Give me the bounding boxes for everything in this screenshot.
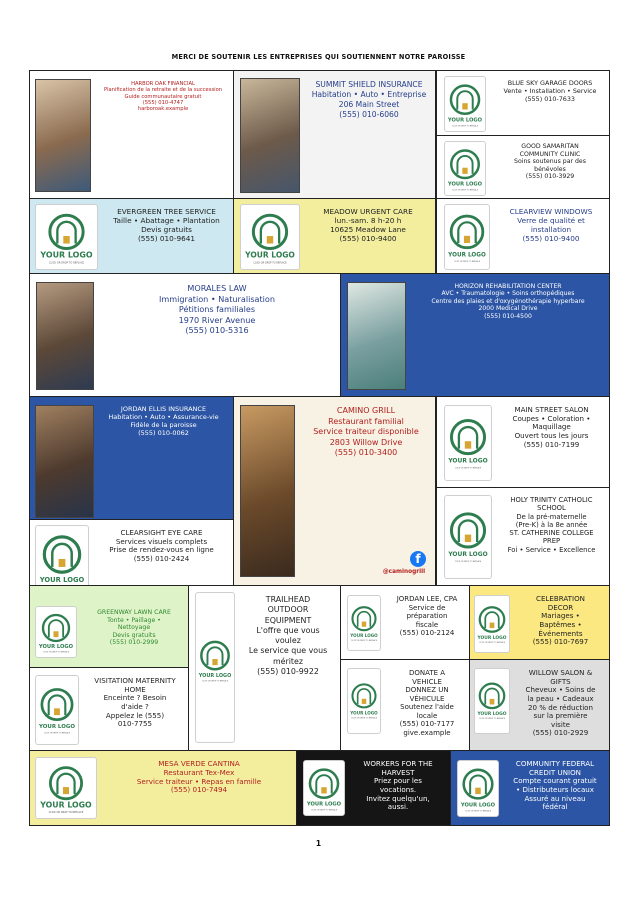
logo-tagline: CLICK OR DROP TO REPLACE (202, 680, 228, 683)
ad-line: DECOR (547, 602, 574, 612)
ad-line: SCHOOL (537, 504, 566, 513)
ad-line: Coupes • Coloration • (512, 413, 591, 423)
ad-text (300, 208, 436, 244)
ad-text (102, 760, 296, 795)
ad-workers[interactable] (296, 750, 451, 826)
ad-line: 2803 Willow Drive (329, 437, 403, 447)
logo-tagline: CLICK OR DROP TO REPLACE (479, 718, 505, 721)
ad-line: (555) 010-9641 (137, 233, 196, 243)
ad-line: Immigration • Naturalisation (158, 293, 276, 304)
ad-line: aussi. (387, 802, 409, 812)
ad-line: voulez (275, 636, 301, 646)
logo-placeholder (35, 606, 77, 658)
ad-line: Le service que vous (248, 646, 328, 656)
ad-community-fcu[interactable] (450, 750, 610, 826)
ad-line: (555) 010-2999 (109, 639, 159, 647)
ad-line: Appelez le (555) (105, 710, 165, 720)
ad-line: 10625 Meadow Lane (330, 224, 406, 234)
ad-line: Événements (538, 628, 583, 638)
ad-visitation[interactable] (29, 667, 189, 751)
ad-line: (555) 010-2124 (399, 629, 455, 638)
logo-placeholder (444, 141, 486, 196)
logo-text: YOUR LOGO (40, 800, 92, 810)
logo-emblem-icon (36, 607, 76, 657)
ad-line: (555) 010-7633 (525, 94, 575, 103)
ad-line: HORIZON REHABILITATION CENTER (454, 283, 562, 290)
ad-line: lun.-sam. 8 h-20 h (334, 215, 402, 225)
logo-emblem-icon (36, 205, 97, 269)
ad-text (494, 406, 609, 449)
logo-emblem-icon (348, 669, 380, 733)
ad-line: ST. CATHERINE COLLEGE (509, 529, 594, 538)
ad-line: fédéral (542, 802, 568, 812)
ad-summit-shield[interactable] (233, 70, 436, 199)
ad-mesa-verde[interactable] (29, 750, 297, 826)
logo-text: YOUR LOGO (39, 723, 75, 730)
logo-tagline: CLICK OR DROP TO REPLACE (452, 125, 478, 128)
logo-tagline: CLICK OR DROP TO REPLACE (44, 732, 70, 735)
logo-tagline: CLICK OR DROP TO REPLACE (454, 260, 480, 263)
ad-line: installation (530, 224, 572, 234)
ad-line: GIFTS (550, 676, 571, 686)
ad-line: (555) 010-3400 (334, 448, 398, 458)
logo-text: YOUR LOGO (448, 551, 488, 559)
logo-placeholder (35, 757, 97, 819)
ad-line: HOME (124, 684, 146, 694)
ad-line: Devis gratuits (112, 631, 156, 639)
ad-line: • Distributeurs locaux (516, 784, 594, 794)
logo-text: YOUR LOGO (448, 252, 486, 259)
ad-line: Assuré au niveau (524, 793, 586, 803)
ad-line: MAIN STREET SALON (514, 405, 589, 414)
logo-placeholder (444, 204, 490, 270)
ad-line: MEADOW URGENT CARE (323, 207, 413, 216)
ad-line: WORKERS FOR THE (363, 759, 433, 768)
ad-line: COMMUNITY CLINIC (519, 150, 581, 158)
ad-line: TRAILHEAD (265, 595, 311, 604)
ad-line: (555) 010-4500 (484, 312, 532, 320)
ad-main-street[interactable] (436, 396, 610, 488)
logo-placeholder (474, 668, 510, 734)
ad-celebration[interactable] (469, 585, 610, 660)
ad-line: fiscale (415, 620, 439, 629)
logo-tagline: CLICK OR DROP TO REPLACE (454, 560, 482, 563)
ad-line: De la pré-maternelle (516, 512, 587, 521)
ad-morales[interactable] (29, 273, 341, 397)
logo-emblem-icon (475, 669, 509, 733)
logo-text: YOUR LOGO (40, 250, 93, 260)
logo-tagline: CLICK OR DROP TO REPLACE (351, 640, 377, 643)
logo-tagline: CLICK OR DROP TO REPLACE (479, 641, 505, 644)
ad-line: Planification de la retraite et de la succession (103, 87, 223, 94)
ad-line: MESA VERDE CANTINA (158, 759, 240, 768)
ad-willow[interactable] (469, 659, 610, 751)
ad-good-samaritan[interactable] (436, 135, 610, 199)
ad-line: Service traiteur • Repas en famille (136, 776, 262, 786)
ad-text (494, 496, 609, 554)
ad-text (385, 669, 469, 737)
ad-line: COMMUNITY FEDERAL (515, 759, 595, 768)
logo-placeholder (444, 76, 486, 132)
ad-line: (555) 010-4747 (142, 100, 184, 107)
ad-line: (555) 010-7494 (170, 785, 228, 795)
ad-line: Taille • Abattage • Plantation (113, 215, 220, 225)
ad-text (347, 760, 449, 812)
ad-camino[interactable] (233, 396, 436, 586)
logo-text: YOUR LOGO (447, 117, 483, 124)
ad-line: Priez pour les (374, 776, 422, 786)
logo-emblem-icon (445, 496, 491, 578)
ad-line: VISITATION MATERNITY (94, 676, 176, 685)
logo-emblem-icon (304, 761, 344, 815)
logo-emblem-icon (36, 676, 78, 744)
logo-tagline: CLICK OR DROP TO REPLACE (311, 809, 337, 812)
ad-line: HOLY TRINITY CATHOLIC (510, 496, 593, 504)
ad-blue-sky[interactable] (436, 70, 610, 136)
logo-text: YOUR LOGO (198, 672, 232, 679)
logo-placeholder (303, 760, 345, 816)
ad-line: 20 % de réduction (527, 702, 593, 712)
ad-line: EQUIPMENT (264, 615, 312, 625)
ad-line: préparation (406, 612, 448, 621)
logo-text: YOUR LOGO (350, 633, 378, 639)
logo-text: YOUR LOGO (306, 801, 342, 808)
ad-line: Guide communautaire gratuit (124, 93, 202, 100)
ad-line: méritez (272, 656, 304, 666)
ad-line: (555) 010-5316 (185, 325, 249, 336)
ad-line: (555) 010-2424 (133, 553, 190, 563)
ad-photo (347, 282, 406, 390)
logo-emblem-icon (445, 406, 491, 480)
ad-line: Soins soutenus par des (514, 158, 586, 166)
ad-line: Service traiteur disponible (313, 427, 419, 437)
ad-line: OUTDOOR (267, 605, 309, 615)
ad-line: Fidèle de la paroisse (130, 420, 197, 429)
ad-line: la peau • Cadeaux (527, 693, 594, 703)
logo-text: YOUR LOGO (460, 802, 496, 809)
ad-line: Services visuels complets (115, 536, 208, 546)
ad-line: Pétitions familiales (178, 304, 256, 315)
ad-text (407, 283, 609, 320)
ad-line: WILLOW SALON & (528, 668, 593, 677)
logo-placeholder (195, 592, 235, 743)
ad-line: Prise de rendez-vous en ligne (109, 545, 214, 555)
ad-line: VÉHICULE (409, 694, 445, 703)
ad-line: Ouvert tous les jours (514, 430, 589, 440)
ad-holy-trinity[interactable] (436, 487, 610, 587)
ad-photo (36, 282, 94, 390)
ad-text (493, 208, 609, 244)
ad-line: (Pre-K) à la 8e année (515, 520, 588, 529)
ad-line: 1970 River Avenue (178, 314, 256, 325)
ad-trailhead[interactable] (188, 585, 341, 751)
ad-text (385, 595, 469, 638)
ad-line: CELEBRATION (536, 594, 585, 603)
ad-line: CLEARVIEW WINDOWS (509, 207, 593, 216)
ad-line: vocations. (379, 784, 417, 794)
ad-line: CREDIT UNION (529, 767, 581, 777)
ad-text (100, 208, 233, 244)
ad-line: AVC • Traumatologie • Soins orthopédiques (441, 290, 575, 298)
logo-text: YOUR LOGO (447, 181, 483, 188)
logo-placeholder (444, 405, 492, 481)
ad-photo (240, 78, 300, 193)
ad-line: HARVEST (381, 767, 415, 777)
ad-line: Baptêmes • (539, 619, 582, 629)
ad-line: bénévoles (534, 165, 566, 173)
ad-line: GREENWAY LAWN CARE (97, 609, 171, 616)
ad-line: 2000 Medical Drive (478, 305, 538, 313)
ad-line: Service de (408, 603, 446, 612)
ad-line: Compte courant gratuit (513, 776, 597, 786)
logo-placeholder (444, 495, 492, 579)
ad-line: Restaurant familial (328, 416, 404, 426)
ad-photo (240, 405, 295, 577)
ad-line: Vente • Installation • Service (503, 86, 597, 95)
ad-donate[interactable] (340, 659, 470, 751)
ad-line: CAMINO GRILL (336, 406, 396, 415)
page-number: 1 (315, 839, 322, 848)
logo-emblem-icon (445, 77, 485, 131)
ad-photo (35, 79, 91, 192)
logo-text: YOUR LOGO (350, 710, 378, 716)
ad-line: HARBOR OAK FINANCIAL (131, 81, 195, 87)
ad-line: (555) 010-2929 (532, 728, 589, 738)
ad-line: JORDAN ELLIS INSURANCE (120, 405, 207, 413)
ad-text (491, 80, 609, 103)
ad-evergreen[interactable] (29, 198, 234, 274)
logo-emblem-icon (196, 593, 234, 742)
ad-line: MORALES LAW (187, 283, 247, 293)
ad-text (237, 595, 339, 677)
ad-line: (555) 010-7177 (399, 720, 455, 729)
logo-emblem-icon (475, 596, 509, 652)
ad-line: Tonte • Paillage • (107, 616, 161, 624)
logo-placeholder (35, 204, 98, 270)
logo-placeholder (347, 595, 381, 651)
ad-line: DONNEZ UN (405, 686, 449, 695)
logo-placeholder (457, 760, 499, 817)
ad-line: (555) 010-9400 (339, 233, 397, 243)
logo-tagline: CLICK OR DROP TO REPLACE (43, 651, 69, 654)
page-title: MERCI DE SOUTENIR LES ENTREPRISES QUI SOUTIENNENT NOTRE PAROISSE (171, 53, 466, 61)
logo-emblem-icon (241, 205, 299, 269)
ad-line: Nettoyage (117, 624, 151, 632)
ad-horizon[interactable] (340, 273, 610, 397)
ad-line: Mariages • (541, 611, 580, 621)
ad-jordan-lee[interactable] (340, 585, 470, 660)
ad-greenway[interactable] (29, 585, 189, 668)
ad-line: Verre de qualité et (517, 215, 585, 225)
logo-tagline: CLICK OR DROP TO REPLACE (48, 810, 84, 814)
ad-line: 206 Main Street (338, 99, 400, 109)
logo-tagline: CLICK OR DROP TO REPLACE (253, 261, 287, 265)
ad-line: visite (551, 719, 570, 729)
facebook-icon[interactable]: f (410, 551, 426, 567)
ad-clearsight[interactable] (29, 519, 234, 586)
ad-line: Devis gratuits (141, 224, 192, 234)
ad-line: BLUE SKY GARAGE DOORS (507, 79, 593, 87)
logo-tagline: CLICK OR DROP TO REPLACE (452, 189, 478, 192)
ad-line: GOOD SAMARITAN (521, 143, 579, 150)
ad-line: harboroak.example (137, 106, 189, 113)
ad-line: Restaurant Tex-Mex (163, 767, 235, 777)
logo-text: YOUR LOGO (477, 635, 507, 641)
ad-line: EVERGREEN TREE SERVICE (117, 207, 216, 216)
logo-text: YOUR LOGO (39, 575, 85, 584)
ad-text (95, 283, 339, 336)
logo-text: YOUR LOGO (448, 457, 488, 465)
ad-line: VEHICLE (412, 677, 442, 686)
logo-placeholder (347, 668, 381, 734)
logo-emblem-icon (36, 526, 88, 586)
ad-line: Habitation • Auto • Entreprise (311, 89, 427, 99)
logo-emblem-icon (458, 761, 498, 816)
ad-line: DONATE A (408, 669, 446, 677)
ad-line: L'offre que vous (256, 625, 320, 635)
ad-jordan-ellis[interactable] (29, 396, 234, 520)
ad-line: locale (416, 711, 438, 720)
ad-line: (555) 010-0062 (138, 428, 189, 437)
ad-line: Maquillage (532, 422, 571, 432)
ad-line: 010-7755 (117, 719, 153, 729)
ad-line: Soutenez l'aide (400, 703, 454, 712)
ad-meadow[interactable] (233, 198, 436, 274)
ad-line: give.example (403, 728, 451, 737)
ad-text (304, 80, 434, 119)
logo-tagline: CLICK OR DROP TO REPLACE (351, 717, 377, 720)
logo-tagline: CLICK OR DROP TO REPLACE (48, 261, 85, 265)
ad-text (501, 760, 609, 812)
logo-placeholder (474, 595, 510, 653)
ad-line: Foi • Service • Excellence (507, 545, 596, 554)
ad-text (80, 609, 188, 647)
ad-text (93, 81, 233, 113)
logo-text: YOUR LOGO (38, 644, 74, 651)
ad-line: (555) 010-9400 (522, 233, 580, 243)
logo-emblem-icon (445, 205, 489, 269)
ad-text (90, 529, 233, 564)
logo-placeholder (35, 525, 89, 586)
ad-line: JORDAN LEE, CPA (396, 595, 458, 603)
logo-text: YOUR LOGO (477, 712, 507, 718)
logo-text: YOUR LOGO (245, 250, 295, 260)
ad-line: (555) 010-7697 (532, 637, 589, 647)
ad-text (83, 677, 187, 729)
ad-line: SUMMIT SHIELD INSURANCE (315, 80, 423, 89)
logo-emblem-icon (445, 142, 485, 195)
ad-line: (555) 010-3929 (525, 173, 575, 181)
ad-line: (555) 010-6060 (339, 109, 399, 119)
ad-text (297, 406, 435, 459)
ad-photo (35, 405, 94, 518)
ad-line: d'aide ? (121, 701, 149, 711)
logo-tagline: CLICK OR DROP TO REPLACE (454, 467, 482, 470)
ad-clearview[interactable] (436, 198, 610, 274)
ad-line: Centre des plaies et d'oxygénothérapie hyperbare (431, 297, 585, 305)
ad-line: Cheveux • Soins de (525, 685, 596, 695)
ad-text (512, 669, 609, 738)
ad-harbor-oak[interactable] (29, 70, 234, 199)
ad-line: Invitez quelqu'un, (366, 793, 430, 803)
ad-text (491, 143, 609, 181)
ad-line: CLEARSIGHT EYE CARE (120, 528, 203, 537)
ad-line: sur la première (533, 711, 588, 721)
ad-text (512, 595, 609, 647)
ad-line: Habitation • Auto • Assurance-vie (108, 412, 219, 421)
ad-line: (555) 010-7199 (523, 439, 580, 449)
ad-line: PREP (542, 537, 561, 546)
ad-line: Enceinte ? Besoin (103, 693, 167, 703)
logo-tagline: CLICK OR DROP TO REPLACE (465, 810, 491, 813)
logo-emblem-icon (348, 596, 380, 650)
logo-emblem-icon (36, 758, 96, 818)
ad-line: (555) 010-9922 (257, 666, 319, 676)
ad-text (94, 406, 233, 438)
logo-placeholder (240, 204, 300, 270)
social-handle[interactable]: @caminogrill (382, 569, 426, 575)
logo-placeholder (35, 675, 79, 745)
